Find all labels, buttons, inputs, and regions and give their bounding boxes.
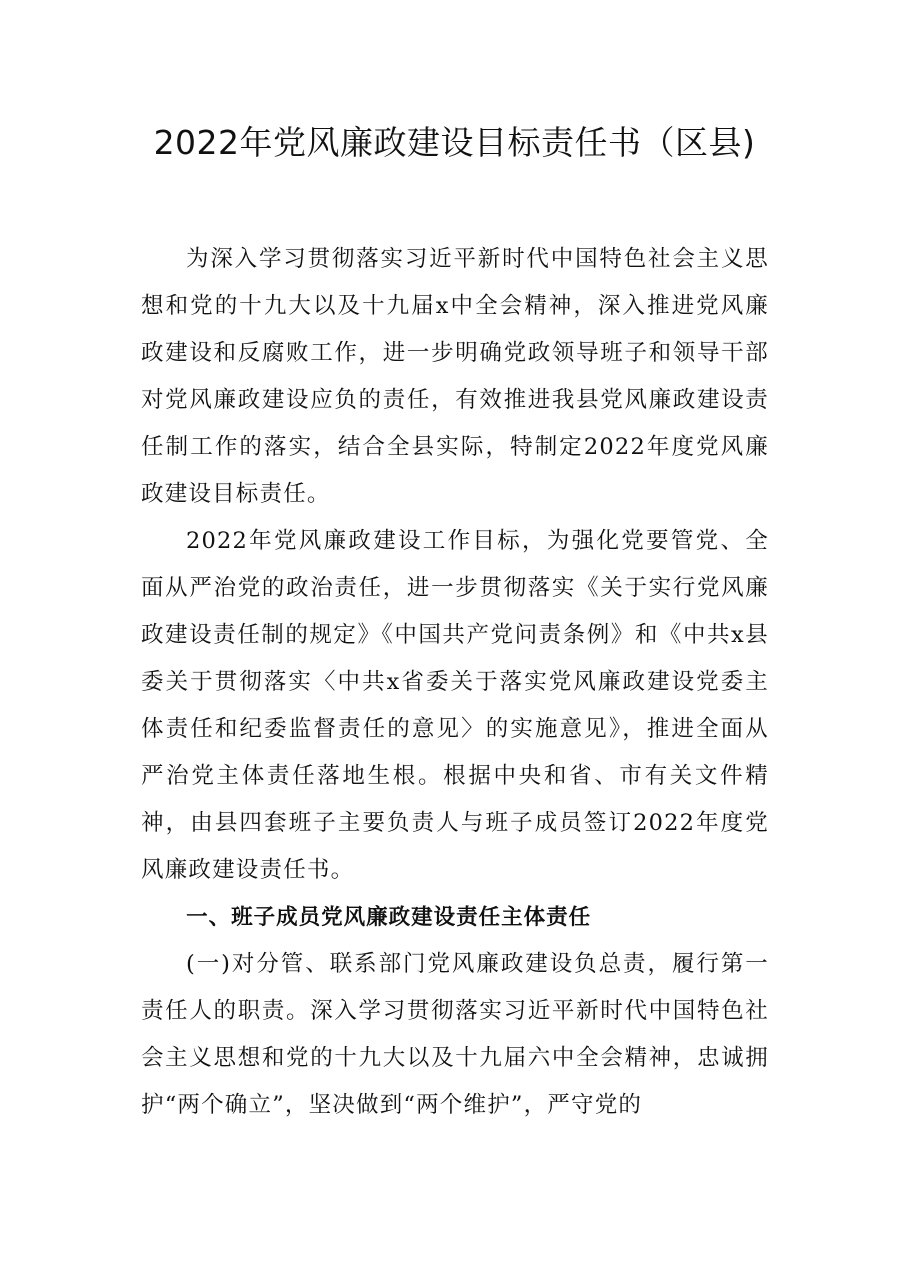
section-heading: 一、班子成员党风廉政建设责任主体责任 [186,905,592,930]
document-title: 2022年党风廉政建设目标责任书（区县) [153,123,756,162]
document-body [141,236,769,1129]
intro-paragraph: 为深入学习贯彻落实习近平新时代中国特色社会主义思想和党的十九大以及十九届x中全会精神，深入推进党风廉政建设和反腐败工作，进一步明确党政领导班子和领导干部对党风廉政建设应负的责任，有效推进我县党风廉政建设责任制工作的落实，结合全县实际，特制定2022年度党风廉政建设目标责任。 [141,246,769,507]
work-goal-paragraph: 2022年党风廉政建设工作目标，为强化党要管党、全面从严治党的政治责任，进一步贯彻落实《关于实行党风廉政建设责任制的规定》《中国共产党问责条例》和《中共x县委关于贯彻落实〈中共x省委关于落实党风廉政建设党委主体责任和纪委监督责任的意见〉的实施意见》，推进全面从严治党主体责任落地生根。根据中央和省、市有关文件精神，由县四套班子主要负责人与班子成员签订2022年度党风廉政建设责任书。 [141,528,769,883]
section-paragraph: (一)对分管、联系部门党风廉政建设负总责，履行第一责任人的职责。深入学习贯彻落实习近平新时代中国特色社会主义思想和党的十九大以及十九届六中全会精神，忠诚拥护“两个确立”，坚决做到“两个维护”，严守党的 [141,951,769,1118]
